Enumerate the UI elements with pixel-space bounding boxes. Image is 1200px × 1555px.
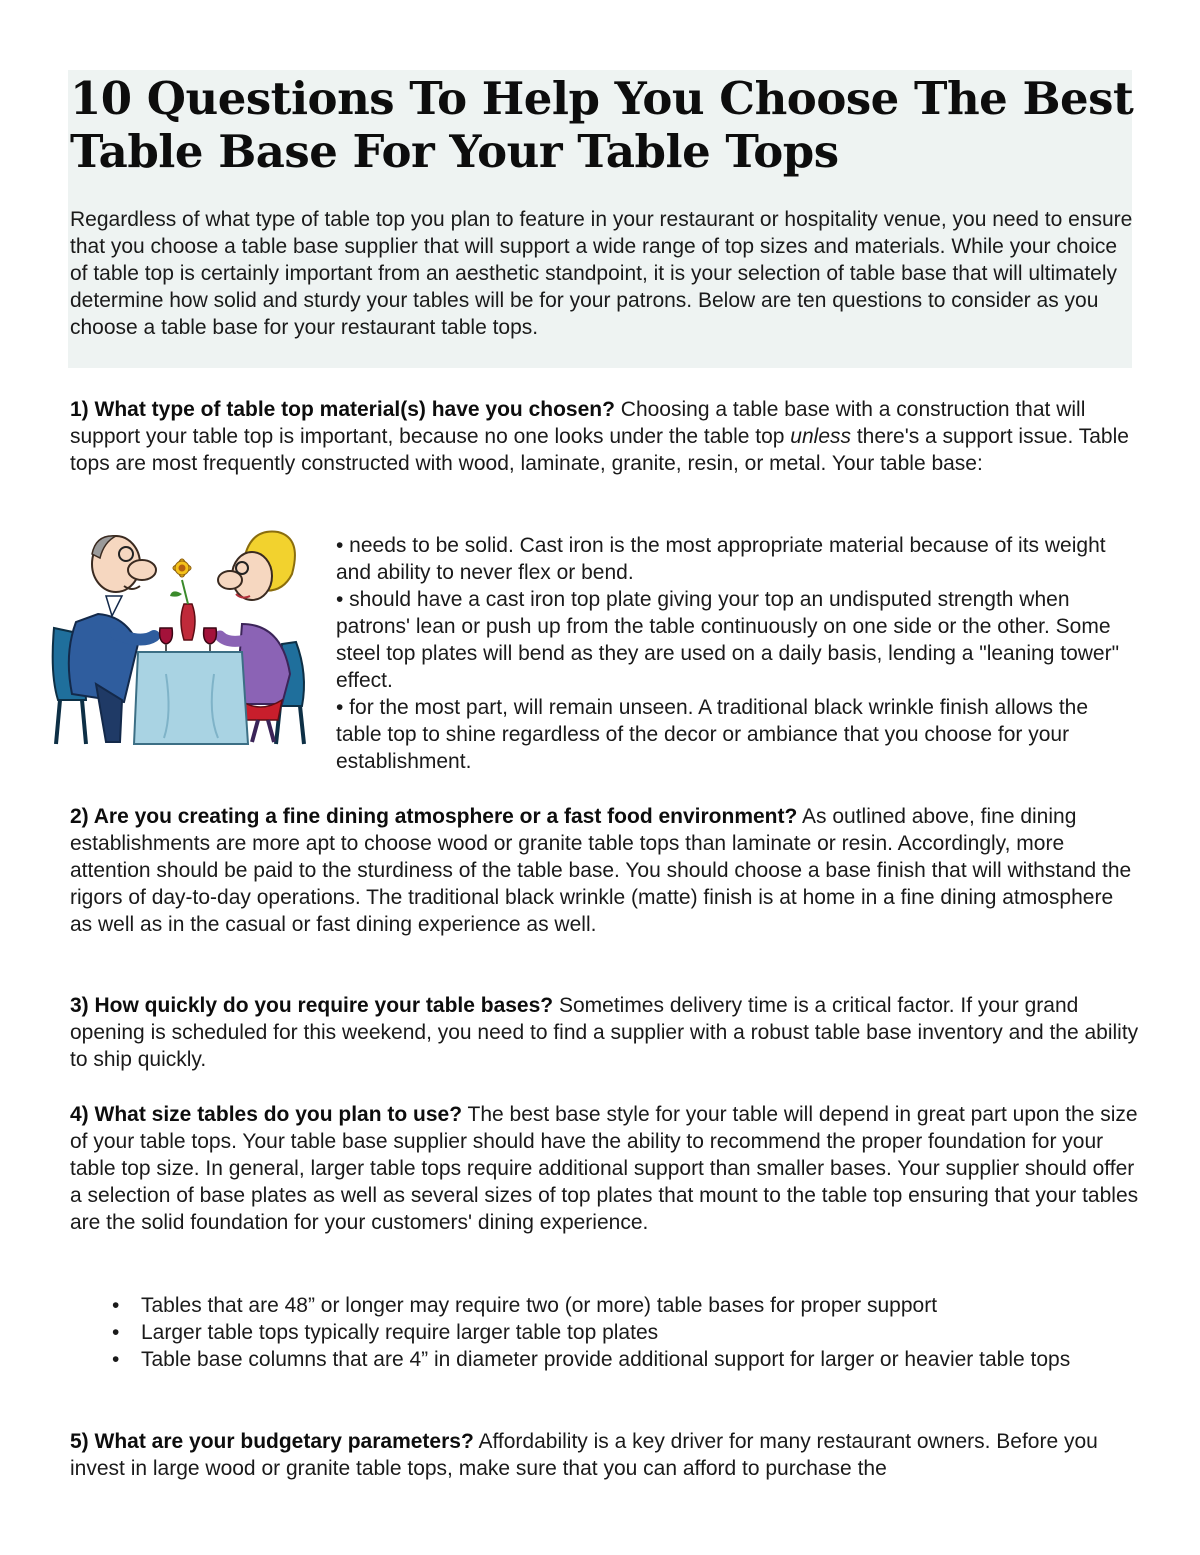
list-item: • Tables that are 48” or longer may require two (or more) table bases for proper support	[112, 1294, 938, 1317]
question-5-paragraph	[70, 1428, 1140, 1482]
question-5-text: Affordability is a key driver for many restaurant owners. Before you invest in large wood or granite table tops, make sure that you can afford to purchase the	[70, 1430, 1098, 1480]
dining-couple-clipart-icon	[46, 524, 322, 750]
question-1-paragraph	[70, 396, 1140, 477]
question-1-emphasis: unless	[790, 425, 851, 448]
question-4-heading: 4) What size tables do you plan to use?	[70, 1103, 463, 1126]
question-2-text: As outlined above, fine dining establishments are more apt to choose wood or granite table tops than laminate or resin. Accordingly, more attention should be paid to the sturdiness of the table base. You should choose a base finish that will withstand the rigors of day-to-day operations. The traditional black wrinkle (matte) finish is at home in a fine dining atmosphere as well as in the casual or fast dining experience as well.	[70, 805, 1132, 936]
question-2-paragraph	[70, 803, 1140, 938]
question-2-heading: 2) Are you creating a fine dining atmosphere or a fast food environment?	[70, 805, 798, 828]
bullet-icon: •	[112, 1348, 120, 1371]
material-bullet-item: • should have a cast iron top plate giving your top an undisputed strength when patrons' lean or push up from the table continuously on one side or the other. Some steel top plates will bend as they are used on a daily basis, lending a "leaning tower" effect.	[336, 588, 1120, 692]
question-4-text: The best base style for your table will depend in great part upon the size of your table tops. Your table base supplier should have the ability to recommend the proper foundation for your table top size. In general, larger table tops require additional support than smaller bases. Your supplier should offer a selection of base plates as well as several sizes of top plates that mount to the table top ensuring that your tables are the solid foundation for your customers' dining experience.	[70, 1103, 1139, 1234]
bullet-icon: •	[112, 1294, 120, 1317]
table-size-list	[100, 1292, 1100, 1373]
list-item: • Table base columns that are 4” in diameter provide additional support for larger or heavier table tops	[112, 1348, 1071, 1371]
material-bullet-item: • for the most part, will remain unseen. A traditional black wrinkle finish allows the table top to shine regardless of the decor or ambiance that you choose for your establishment.	[336, 696, 1089, 773]
question-5-heading: 5) What are your budgetary parameters?	[70, 1430, 474, 1453]
list-item: • Larger table tops typically require larger table top plates	[112, 1321, 659, 1344]
question-1-text-b: there's a support issue. Table tops are most frequently constructed with wood, laminate, granite, resin, or metal. Your table base:	[70, 425, 1129, 475]
question-1-heading: 1) What type of table top material(s) have you chosen?	[70, 398, 615, 421]
question-1-text-a: Choosing a table base with a construction that will support your table top is important, because no one looks under the table top	[70, 398, 1086, 448]
material-bullet-item: • needs to be solid. Cast iron is the most appropriate material because of its weight and ability to never flex or bend.	[336, 534, 1106, 584]
page-title: 10 Questions To Help You Choose The Best Table Base For Your Table Tops	[70, 72, 1134, 178]
bullet-icon: •	[112, 1321, 120, 1344]
question-3-heading: 3) How quickly do you require your table bases?	[70, 994, 554, 1017]
intro-paragraph: Regardless of what type of table top you plan to feature in your restaurant or hospitality venue, you need to ensure that you choose a table base supplier that will support a wide range of top sizes and materials. While your choice of table top is certainly important from an aesthetic standpoint, it is your selection of table base that will ultimately determine how solid and sturdy your tables will be for your patrons. Below are ten questions to consider as you choose a table base for your restaurant table tops.	[70, 208, 1133, 339]
question-3-text: Sometimes delivery time is a critical factor. If your grand opening is scheduled for this weekend, you need to find a supplier with a robust table base inventory and the ability to ship quickly.	[70, 994, 1139, 1071]
question-3-paragraph	[70, 992, 1140, 1073]
question-4-paragraph	[70, 1101, 1140, 1236]
material-bullets	[336, 532, 1136, 775]
